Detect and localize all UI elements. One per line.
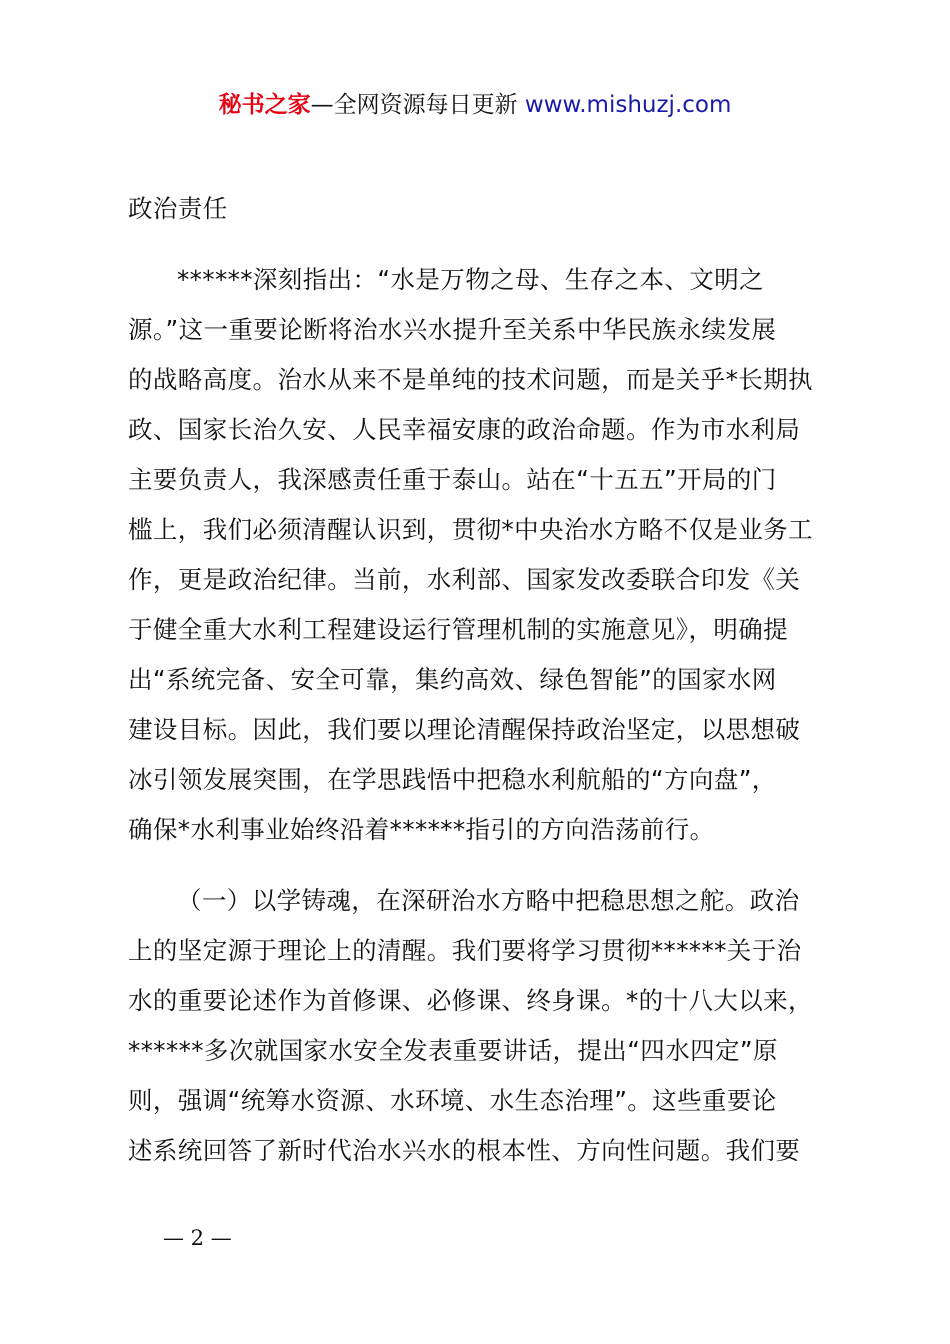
site-header (0, 88, 950, 122)
text-line: 政、国家长治久安、人民幸福安康的政治命题。作为市水利局 (128, 415, 801, 444)
text-line: ******多次就国家水安全发表重要讲话，提出“四水四定”原 (128, 1036, 778, 1065)
text-line: 出“系统完备、安全可靠，集约高效、绿色智能”的国家水网 (128, 665, 777, 694)
text-line: 述系统回答了新时代治水兴水的根本性、方向性问题。我们要 (128, 1136, 801, 1165)
page-number: — 2 — (163, 1226, 232, 1250)
text-line: 则，强调“统筹水资源、水环境、水生态治理”。这些重要论 (128, 1086, 777, 1115)
paragraph-2 (128, 876, 838, 1176)
text-line: 于健全重大水利工程建设运行管理机制的实施意见》，明确提 (128, 615, 789, 644)
text-line: 槛上，我们必须清醒认识到，贯彻*中央治水方略不仅是业务工 (128, 515, 813, 544)
section-heading-line: 政治责任 (128, 194, 228, 223)
text-line: 的战略高度。治水从来不是单纯的技术问题，而是关乎*长期执 (128, 365, 813, 394)
site-url-link[interactable]: www.mishuzj.com (524, 92, 732, 118)
paragraph-1 (128, 255, 838, 855)
text-line: 建设目标。因此，我们要以理论清醒保持政治坚定，以思想破 (128, 715, 801, 744)
site-tagline: —全网资源每日更新 (310, 92, 525, 118)
text-line: 水的重要论述作为首修课、必修课、终身课。*的十八大以来， (128, 986, 813, 1015)
text-line: 主要负责人，我深感责任重于泰山。站在“十五五”开局的门 (128, 465, 777, 494)
text-line: （一）以学铸魂，在深研治水方略中把稳思想之舵。政治 (177, 886, 800, 915)
text-line: 冰引领发展突围，在学思践悟中把稳水利航船的“方向盘”， (128, 765, 777, 794)
document-body (128, 184, 838, 1176)
text-line: ******深刻指出：“水是万物之母、生存之本、文明之 (177, 265, 764, 294)
text-line: 上的坚定源于理论上的清醒。我们要将学习贯彻******关于治 (128, 936, 802, 965)
text-line: 作，更是政治纪律。当前，水利部、国家发改委联合印发《关 (128, 565, 801, 594)
text-line: 源。”这一重要论断将治水兴水提升至关系中华民族永续发展 (128, 315, 777, 344)
text-line: 确保*水利事业始终沿着******指引的方向浩荡前行。 (128, 815, 715, 844)
site-brand: 秘书之家 (218, 92, 311, 118)
